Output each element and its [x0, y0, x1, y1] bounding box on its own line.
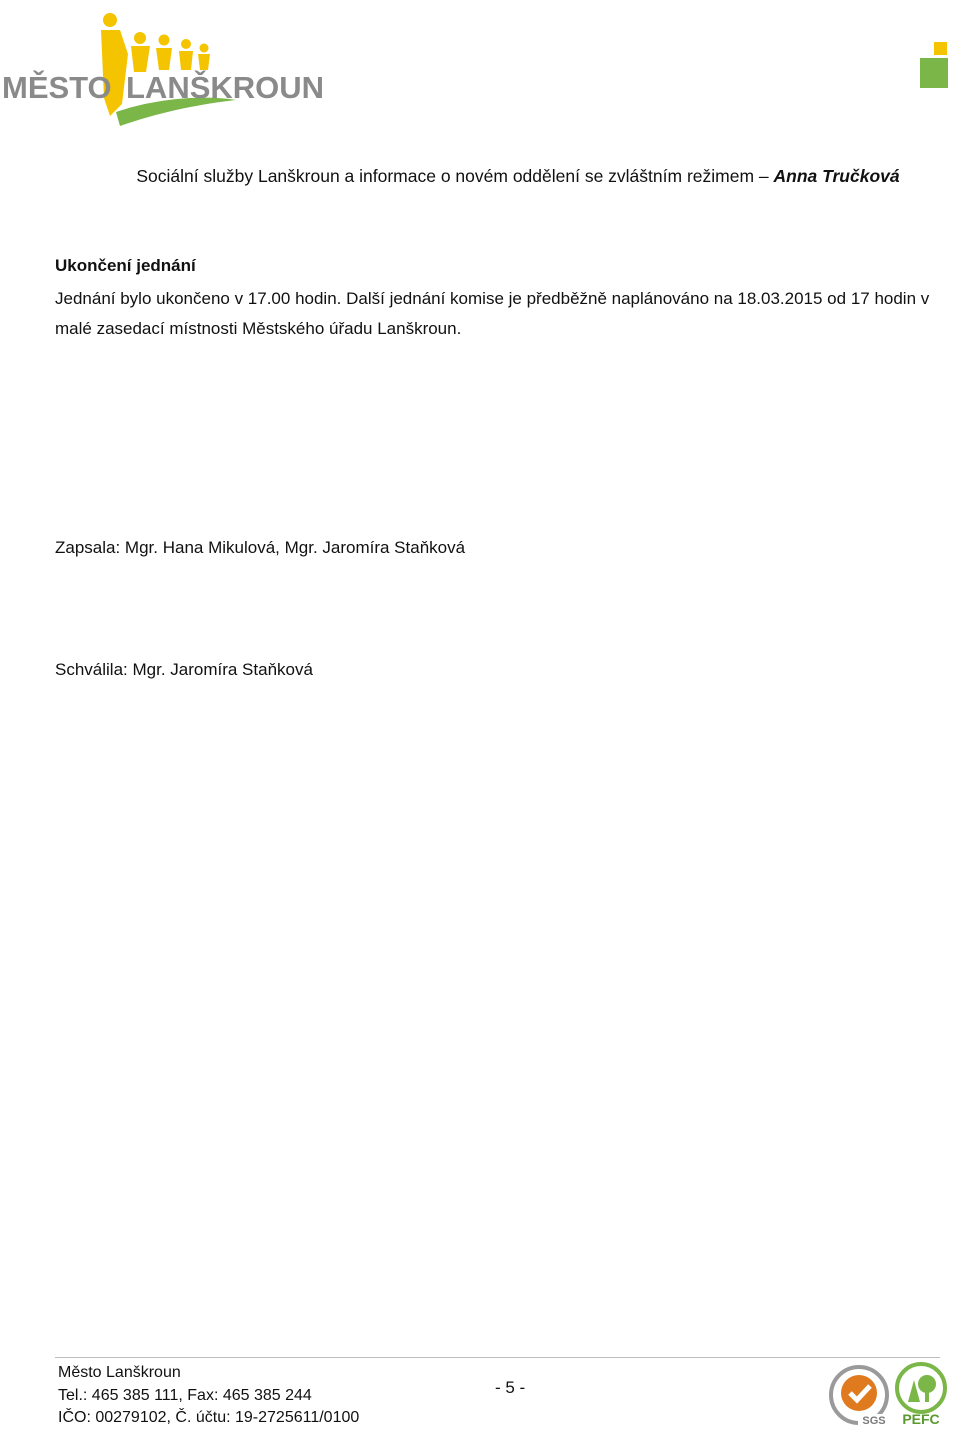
svg-text:LANŠKROUN: LANŠKROUN	[126, 70, 325, 105]
footer-divider	[55, 1357, 940, 1358]
footer-info	[58, 1362, 359, 1430]
summary-text: Sociální služby Lanškroun a informace o novém oddělení se zvláštním režimem –	[136, 166, 769, 186]
footer-ids: IČO: 00279102, Č. účtu: 19-2725611/0100	[58, 1409, 360, 1426]
city-logo	[0, 8, 330, 133]
summary-author: Anna Tručková	[773, 166, 900, 186]
corner-square-icon	[918, 40, 952, 90]
pefc-certification-icon	[892, 1362, 950, 1428]
svg-text:PEFC: PEFC	[902, 1411, 940, 1427]
svg-text:MĚSTO: MĚSTO	[2, 70, 112, 105]
svg-text:SGS: SGS	[862, 1415, 886, 1426]
agenda-summary	[0, 166, 960, 187]
page-number: - 5 -	[495, 1378, 526, 1397]
footer-org: Město Lanškroun	[58, 1364, 181, 1381]
approved-by: Schválila: Mgr. Jaromíra Staňková	[55, 660, 313, 679]
sgs-certification-icon	[828, 1364, 890, 1426]
section-heading: Ukončení jednání	[55, 256, 196, 275]
recorded-by: Zapsala: Mgr. Hana Mikulová, Mgr. Jaromíra Staňková	[55, 538, 466, 557]
section-paragraph: Jednání bylo ukončeno v 17.00 hodin. Další jednání komise je předběžně naplánováno na 18.03.2015 od 17 hodin v malé zasedací místnosti Městského úřadu Lanškroun.	[55, 289, 930, 338]
footer-contact: Tel.: 465 385 111, Fax: 465 385 244	[58, 1386, 312, 1404]
